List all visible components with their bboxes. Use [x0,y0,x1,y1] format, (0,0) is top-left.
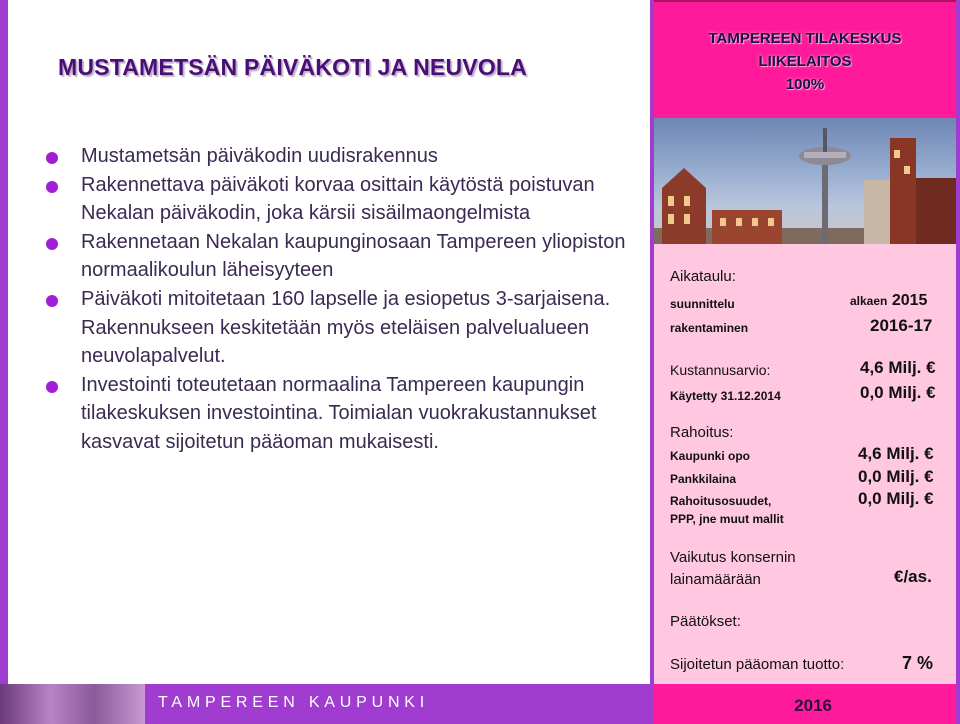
bullet-dot-icon [46,152,58,164]
rakentaminen-value: 2016-17 [870,316,933,335]
suunnittelu-year: 2015 [891,292,928,309]
rahoitus-label: Rahoitus: [670,424,734,441]
kaupunki-opo-label: Kaupunki opo [670,449,750,463]
bullet-list [44,142,634,457]
year-label: 2016 [794,696,832,715]
suunnittelu-value [850,292,927,310]
bullet-dot-icon [46,238,58,250]
info-panel [654,0,956,724]
bullet-text: Rakennetaan Nekalan kaupunginosaan Tampereen yliopiston normaalikoulun läheisyyteen [81,230,626,282]
rahoitusosuudet-label: Rahoitusosuudet, [670,494,772,508]
bullet-text: Päiväkoti mitoitetaan 160 lapselle ja esiopetus 3-sarjaisena. Rakennukseen keskitetään myös eteläisen palvelualueen neuvolapalvelut. [81,287,611,368]
rahoitusosuudet-value: 0,0 Milj. € [858,489,934,508]
city-skyline-icon [654,118,956,244]
aikataulu-label: Aikataulu: [670,268,736,285]
paatokset-label: Päätökset: [670,613,741,630]
page-title: MUSTAMETSÄN PÄIVÄKOTI JA NEUVOLA [58,54,527,80]
kaupunki-opo-value: 4,6 Milj. € [858,444,934,463]
kustannusarvio-value: 4,6 Milj. € [860,358,936,377]
bullet-text: Rakennettava päiväkoti korvaa osittain käytöstä poistuvan Nekalan päiväkodin, joka kärsii sisäilmaongelmista [81,173,595,225]
header-unit: LIIKELAITOS [758,53,852,70]
ppp-label: PPP, jne muut mallit [670,512,784,526]
header-org: TAMPEREEN TILAKESKUS [708,30,902,47]
kaytetty-label: Käytetty 31.12.2014 [670,389,781,403]
tuotto-label: Sijoitetun pääoman tuotto: [670,656,845,673]
footer-organization: TAMPEREEN KAUPUNKI [158,694,430,711]
header-ownership: 100% [785,76,825,93]
kustannusarvio-label: Kustannusarvio: [670,362,771,378]
bullet-item [44,142,634,171]
footer-decorative-image [0,684,145,724]
suunnittelu-label: suunnittelu [670,297,735,311]
vaikutus-value: €/as. [894,567,932,586]
vaikutus-label-line1: Vaikutus konsernin [670,549,796,566]
tuotto-value: 7 % [902,653,934,673]
kaytetty-value: 0,0 Milj. € [860,383,936,402]
bullet-item [44,371,634,457]
bullet-item [44,228,634,285]
pankkilaina-value: 0,0 Milj. € [858,467,934,486]
bullet-item [44,285,634,371]
suunnittelu-prefix: alkaen [850,294,888,308]
pankkilaina-label: Pankkilaina [670,472,737,486]
vaikutus-label-line2: lainamäärään [670,571,761,588]
bullet-text: Mustametsän päiväkodin uudisrakennus [81,145,438,167]
bullet-item [44,171,634,228]
rakentaminen-label: rakentaminen [670,321,749,335]
city-photo [654,118,956,244]
bullet-dot-icon [46,181,58,193]
bullet-dot-icon [46,295,58,307]
bullet-dot-icon [46,381,58,393]
header-box [654,0,956,118]
bullet-text: Investointi toteutetaan normaalina Tampereen kaupungin tilakeskuksen investointina. Toimialan vuokrakustannukset kasvavat sijoitetun pääoman mukaisesti. [81,373,597,453]
